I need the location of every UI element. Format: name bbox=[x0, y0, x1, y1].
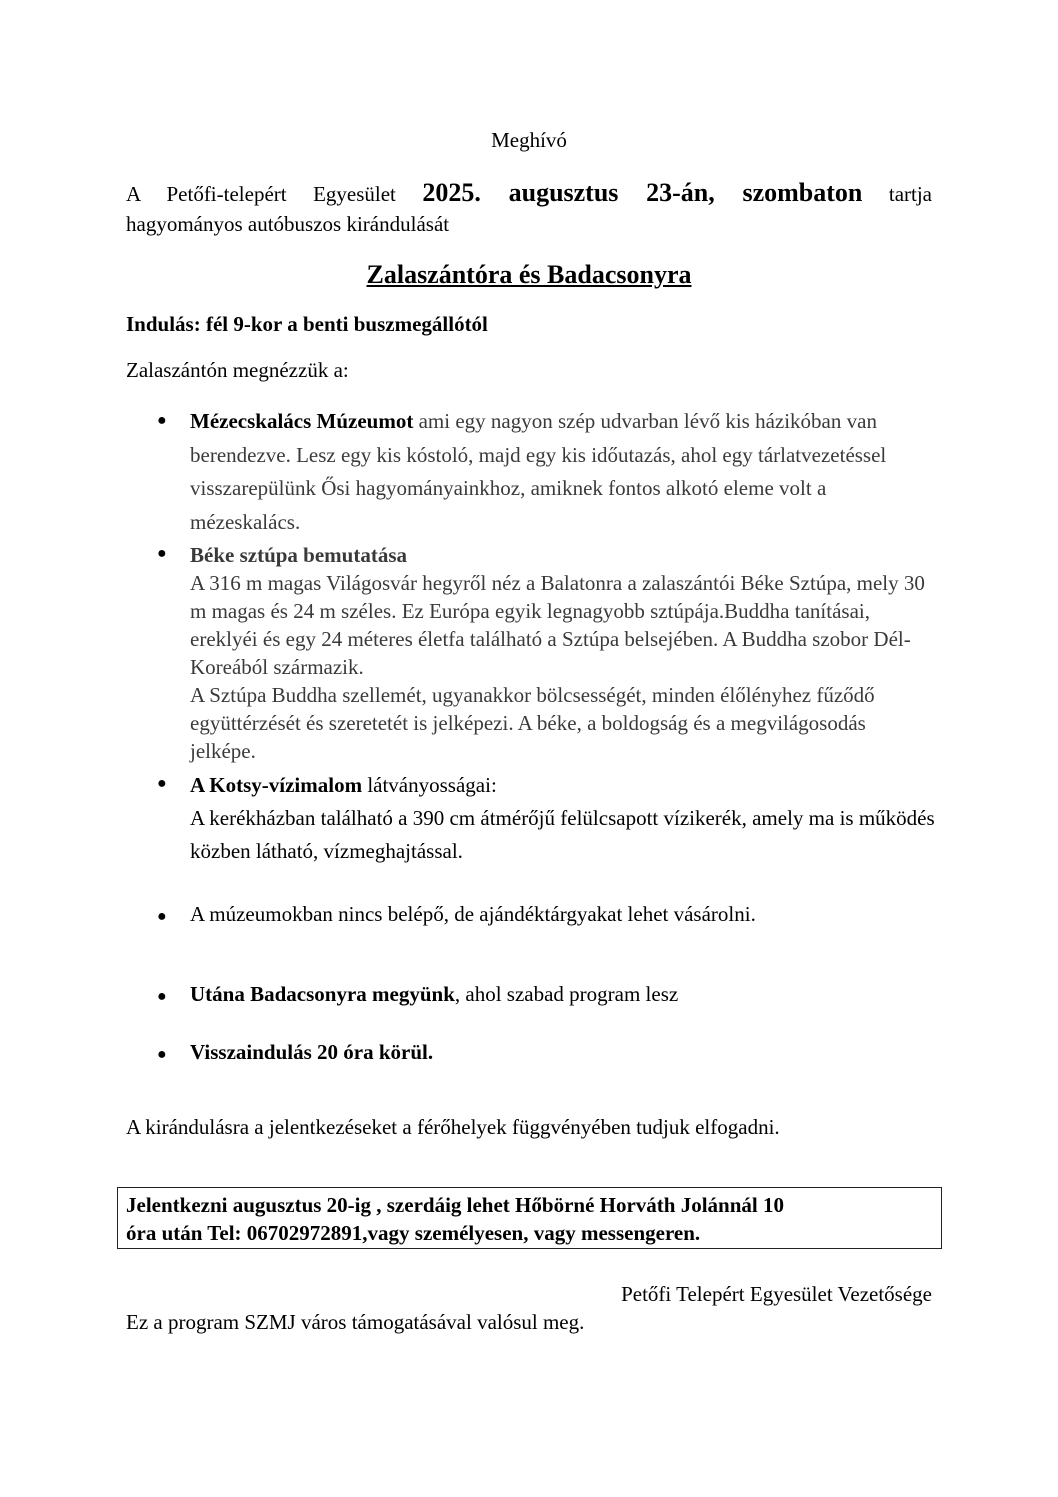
bullet-icon: ● bbox=[157, 775, 167, 792]
lead-text: Zalaszántón megnézzük a: bbox=[126, 358, 349, 382]
list-item-bold: Mézecskalács Múzeumot bbox=[190, 409, 414, 433]
list-item-paragraph: A Sztúpa Buddha szellemét, ugyanakkor bölcsességét, minden élőlényhez fűződő együttérzését és szeretetét is jelképezi. A béke, a boldogság és a megvilágosodás jelképe. bbox=[190, 683, 875, 763]
bullet-icon: ● bbox=[157, 1046, 167, 1063]
intro-line-2: hagyományos autóbuszos kirándulását bbox=[126, 212, 450, 236]
departure-info: Indulás: fél 9-kor a benti buszmegállótól bbox=[126, 312, 488, 336]
list-item-bold: A Kotsy-vízimalom bbox=[190, 773, 363, 797]
list-item-text: , ahol szabad program lesz bbox=[454, 982, 679, 1006]
bullet-icon: ● bbox=[157, 908, 167, 925]
list-item-entry: A múzeumokban nincs belépő, de ajándéktárgyakat lehet vásárolni. bbox=[190, 902, 756, 926]
support-note: Ez a program SZMJ város támogatásával valósul meg. bbox=[126, 1310, 585, 1334]
bullet-icon: ● bbox=[157, 988, 167, 1005]
list-item-paragraph: A 316 m magas Világosvár hegyről néz a Balatonra a zalaszántói Béke Sztúpa, mely 30 m magas és 24 m széles. Ez Európa egyik legnagyobb sztúpája.Buddha tanításai, ereklyéi és egy 24 méteres életfa található a Sztúpa belsejében. A Buddha szobor Dél-Koreából származik. bbox=[190, 571, 925, 679]
list-item-stupa bbox=[190, 541, 935, 765]
list-item-bold: Utána Badacsonyra megyünk bbox=[190, 982, 455, 1006]
intro-text-2: tartja bbox=[862, 182, 932, 206]
signature: Petőfi Telepért Egyesület Vezetősége bbox=[621, 1282, 932, 1306]
list-item-bold: Béke sztúpa bemutatása bbox=[190, 543, 408, 567]
list-item-paragraph: A kerékházban található a 390 cm átmérőjű felülcsapott vízikerék, amely ma is működés közben látható, vízmeghajtással. bbox=[190, 806, 935, 863]
document-title: Meghívó bbox=[491, 128, 567, 152]
bullet-icon: ● bbox=[157, 412, 167, 429]
intro-date: 2025. augusztus 23-án, szombaton bbox=[422, 178, 863, 207]
closing-text: A kirándulásra a jelentkezéseket a férőhelyek függvényében tudjuk elfogadni. bbox=[126, 1115, 780, 1139]
registration-line: óra után Tel: 06702972891,vagy személyesen, vagy messengeren. bbox=[126, 1221, 701, 1245]
list-item-text: látványosságai: bbox=[362, 773, 497, 797]
intro-text-1: A Petőfi-telepért Egyesület bbox=[126, 182, 423, 206]
trip-heading: Zalaszántóra és Badacsonyra bbox=[366, 260, 692, 289]
registration-box bbox=[117, 1187, 942, 1249]
intro-line-1 bbox=[126, 174, 932, 211]
list-item-return: Visszaindulás 20 óra körül. bbox=[190, 1040, 434, 1064]
list-item-watermill bbox=[190, 769, 935, 868]
list-item-text: ami egy nagyon szép udvarban lévő kis házikóban van berendezve. Lesz egy kis kóstoló, majd egy kis időutazás, ahol egy tárlatvezetéssel visszarepülünk Ősi hagyományainkhoz, amiknek fontos alkotó eleme volt a mézeskalács. bbox=[190, 409, 887, 534]
registration-line: Jelentkezni augusztus 20-ig , szerdáig lehet Hőbörné Horváth Jolánnál 10 bbox=[126, 1193, 784, 1217]
bullet-icon: ● bbox=[157, 545, 167, 562]
list-item-museum bbox=[190, 405, 935, 539]
list-item-badacsony bbox=[190, 982, 935, 1007]
